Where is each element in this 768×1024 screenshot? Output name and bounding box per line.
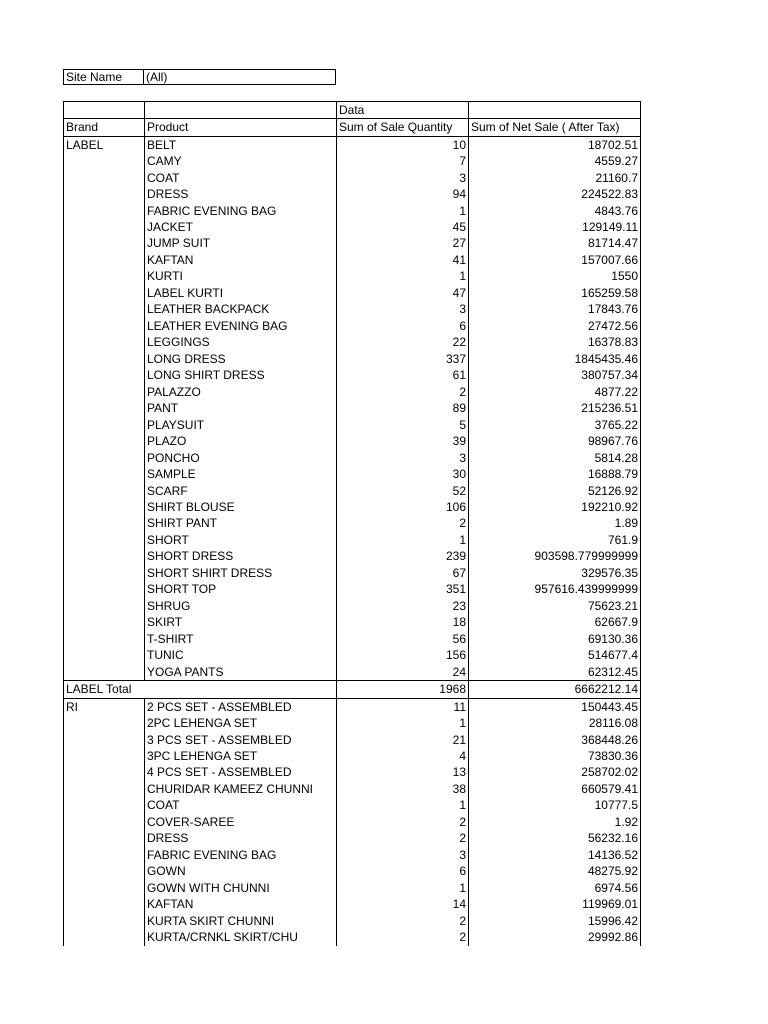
- sale-quantity-cell: 3: [337, 170, 469, 186]
- net-sale-cell: 215236.51: [469, 400, 641, 416]
- net-sale-cell: 48275.92: [469, 864, 641, 880]
- net-sale-cell: 5814.28: [469, 450, 641, 466]
- table-row: [64, 170, 641, 186]
- product-cell: JUMP SUIT: [145, 236, 337, 252]
- table-row: [64, 748, 641, 764]
- table-row: [64, 598, 641, 614]
- sale-quantity-cell: 1: [337, 880, 469, 896]
- sale-quantity-cell: 3: [337, 450, 469, 466]
- product-cell: KURTA/CRNKL SKIRT/CHU: [145, 929, 337, 945]
- filter-value: (All): [146, 70, 168, 84]
- net-sale-cell: 192210.92: [469, 499, 641, 515]
- net-sale-cell: 28116.08: [469, 715, 641, 731]
- data-header-row: [64, 102, 641, 119]
- net-sale-header: Sum of Net Sale ( After Tax): [469, 119, 641, 136]
- sale-quantity-cell: 23: [337, 598, 469, 614]
- sale-quantity-cell: 27: [337, 236, 469, 252]
- table-row: [64, 847, 641, 863]
- product-cell: LEATHER BACKPACK: [145, 302, 337, 318]
- sale-quantity-cell: 47: [337, 285, 469, 301]
- brand-cell: LABEL: [64, 136, 145, 153]
- net-sale-cell: 14136.52: [469, 847, 641, 863]
- table-row: [64, 153, 641, 169]
- product-cell: BELT: [145, 136, 337, 153]
- table-row: [64, 765, 641, 781]
- product-cell: SKIRT: [145, 615, 337, 631]
- net-sale-cell: 1.89: [469, 516, 641, 532]
- net-sale-cell: 16888.79: [469, 466, 641, 482]
- net-sale-cell: 224522.83: [469, 186, 641, 202]
- product-cell: GOWN: [145, 864, 337, 880]
- product-cell: SHIRT PANT: [145, 516, 337, 532]
- net-sale-cell: 21160.7: [469, 170, 641, 186]
- table-row: [64, 203, 641, 219]
- product-cell: KURTA SKIRT CHUNNI: [145, 913, 337, 929]
- net-sale-cell: 81714.47: [469, 236, 641, 252]
- sale-quantity-cell: 30: [337, 466, 469, 482]
- table-row: [64, 565, 641, 581]
- table-row: [64, 798, 641, 814]
- table-row: [64, 499, 641, 515]
- net-sale-cell: 75623.21: [469, 598, 641, 614]
- sale-quantity-cell: 61: [337, 368, 469, 384]
- net-sale-cell: 18702.51: [469, 136, 641, 153]
- net-sale-cell: 1.92: [469, 814, 641, 830]
- product-cell: JACKET: [145, 219, 337, 235]
- product-cell: DRESS: [145, 831, 337, 847]
- net-sale-cell: 56232.16: [469, 831, 641, 847]
- sale-quantity-cell: 14: [337, 897, 469, 913]
- net-sale-cell: 119969.01: [469, 897, 641, 913]
- table-row: [64, 269, 641, 285]
- product-cell: SAMPLE: [145, 466, 337, 482]
- table-row: [64, 864, 641, 880]
- table-row: [64, 318, 641, 334]
- sale-quantity-cell: 2: [337, 929, 469, 945]
- product-cell: FABRIC EVENING BAG: [145, 203, 337, 219]
- net-sale-cell: 29992.86: [469, 929, 641, 945]
- brand-header: Brand: [64, 119, 145, 136]
- table-row: [64, 549, 641, 565]
- product-cell: SHORT SHIRT DRESS: [145, 565, 337, 581]
- net-sale-cell: 4843.76: [469, 203, 641, 219]
- table-row: [64, 814, 641, 830]
- table-row: [64, 664, 641, 681]
- product-cell: SHIRT BLOUSE: [145, 499, 337, 515]
- table-row: [64, 732, 641, 748]
- table-row: [64, 302, 641, 318]
- table-row: [64, 450, 641, 466]
- net-sale-cell: 3765.22: [469, 417, 641, 433]
- net-sale-cell: 6974.56: [469, 880, 641, 896]
- sale-quantity-cell: 41: [337, 252, 469, 268]
- brand-total-label: LABEL Total: [64, 681, 145, 698]
- net-sale-cell: 4877.22: [469, 384, 641, 400]
- product-cell: T-SHIRT: [145, 631, 337, 647]
- table-row: [64, 615, 641, 631]
- product-cell: SHORT: [145, 532, 337, 548]
- column-header-row: [64, 119, 641, 136]
- product-cell: 2 PCS SET - ASSEMBLED: [145, 698, 337, 715]
- product-cell: 3PC LEHENGA SET: [145, 748, 337, 764]
- table-row: [64, 781, 641, 797]
- sale-quantity-cell: 1: [337, 269, 469, 285]
- table-row: [64, 483, 641, 499]
- product-cell: PANT: [145, 400, 337, 416]
- product-cell: YOGA PANTS: [145, 664, 337, 681]
- table-row: [64, 252, 641, 268]
- sale-quantity-cell: 67: [337, 565, 469, 581]
- net-sale-cell: 62667.9: [469, 615, 641, 631]
- table-row: [64, 136, 641, 153]
- sale-quantity-cell: 21: [337, 732, 469, 748]
- sale-quantity-cell: 7: [337, 153, 469, 169]
- net-sale-cell: 69130.36: [469, 631, 641, 647]
- sale-quantity-cell: 45: [337, 219, 469, 235]
- sale-quantity-cell: 22: [337, 335, 469, 351]
- sale-quantity-cell: 24: [337, 664, 469, 681]
- table-row: [64, 186, 641, 202]
- net-sale-cell: 4559.27: [469, 153, 641, 169]
- table-row: [64, 400, 641, 416]
- table-row: [64, 831, 641, 847]
- site-name-filter: [63, 69, 336, 85]
- pivot-table: [63, 101, 641, 946]
- sale-quantity-cell: 1: [337, 715, 469, 731]
- brand-total-row: [64, 681, 641, 698]
- sale-quantity-cell: 5: [337, 417, 469, 433]
- net-sale-cell: 27472.56: [469, 318, 641, 334]
- sale-quantity-cell: 13: [337, 765, 469, 781]
- net-sale-cell: 903598.779999999: [469, 549, 641, 565]
- product-cell: LABEL KURTI: [145, 285, 337, 301]
- sale-quantity-cell: 39: [337, 433, 469, 449]
- sale-quantity-cell: 18: [337, 615, 469, 631]
- net-sale-cell: 150443.45: [469, 698, 641, 715]
- sale-quantity-cell: 2: [337, 814, 469, 830]
- table-row: [64, 647, 641, 663]
- product-cell: SHORT TOP: [145, 582, 337, 598]
- table-row: [64, 913, 641, 929]
- net-sale-cell: 514677.4: [469, 647, 641, 663]
- table-row: [64, 582, 641, 598]
- table-row: [64, 532, 641, 548]
- net-sale-cell: 157007.66: [469, 252, 641, 268]
- total-net-sale-cell: 6662212.14: [469, 681, 641, 698]
- product-cell: SHRUG: [145, 598, 337, 614]
- net-sale-cell: 73830.36: [469, 748, 641, 764]
- net-sale-cell: 16378.83: [469, 335, 641, 351]
- sale-quantity-cell: 337: [337, 351, 469, 367]
- net-sale-cell: 62312.45: [469, 664, 641, 681]
- product-cell: FABRIC EVENING BAG: [145, 847, 337, 863]
- net-sale-cell: 329576.35: [469, 565, 641, 581]
- table-row: [64, 236, 641, 252]
- product-cell: PONCHO: [145, 450, 337, 466]
- sale-quantity-cell: 156: [337, 647, 469, 663]
- product-cell: GOWN WITH CHUNNI: [145, 880, 337, 896]
- sale-quantity-cell: 6: [337, 864, 469, 880]
- product-cell: KAFTAN: [145, 252, 337, 268]
- table-row: [64, 368, 641, 384]
- product-cell: KURTI: [145, 269, 337, 285]
- sale-quantity-cell: 6: [337, 318, 469, 334]
- sale-quantity-cell: 52: [337, 483, 469, 499]
- sale-quantity-cell: 94: [337, 186, 469, 202]
- table-row: [64, 715, 641, 731]
- product-cell: LEGGINGS: [145, 335, 337, 351]
- sale-quantity-cell: 1: [337, 203, 469, 219]
- product-cell: TUNIC: [145, 647, 337, 663]
- table-row: [64, 417, 641, 433]
- sale-quantity-cell: 3: [337, 847, 469, 863]
- sale-quantity-cell: 106: [337, 499, 469, 515]
- product-cell: COAT: [145, 798, 337, 814]
- brand-cell: RI: [64, 698, 145, 715]
- product-cell: SHORT DRESS: [145, 549, 337, 565]
- net-sale-cell: 380757.34: [469, 368, 641, 384]
- product-cell: CHURIDAR KAMEEZ CHUNNI: [145, 781, 337, 797]
- net-sale-cell: 258702.02: [469, 765, 641, 781]
- table-row: [64, 631, 641, 647]
- sale-quantity-cell: 4: [337, 748, 469, 764]
- total-quantity-cell: 1968: [337, 681, 469, 698]
- product-cell: 3 PCS SET - ASSEMBLED: [145, 732, 337, 748]
- sale-quantity-cell: 89: [337, 400, 469, 416]
- product-cell: LEATHER EVENING BAG: [145, 318, 337, 334]
- product-cell: COVER-SAREE: [145, 814, 337, 830]
- table-row: [64, 897, 641, 913]
- product-cell: 4 PCS SET - ASSEMBLED: [145, 765, 337, 781]
- product-cell: COAT: [145, 170, 337, 186]
- sale-quantity-header: Sum of Sale Quantity: [337, 119, 469, 136]
- sale-quantity-cell: 10: [337, 136, 469, 153]
- net-sale-cell: 10777.5: [469, 798, 641, 814]
- sale-quantity-cell: 56: [337, 631, 469, 647]
- sale-quantity-cell: 38: [337, 781, 469, 797]
- sale-quantity-cell: 239: [337, 549, 469, 565]
- sale-quantity-cell: 351: [337, 582, 469, 598]
- net-sale-cell: 1550: [469, 269, 641, 285]
- table-row: [64, 880, 641, 896]
- filter-label: Site Name: [64, 70, 144, 84]
- table-row: [64, 466, 641, 482]
- sale-quantity-cell: 2: [337, 384, 469, 400]
- product-cell: CAMY: [145, 153, 337, 169]
- net-sale-cell: 15996.42: [469, 913, 641, 929]
- product-cell: PALAZZO: [145, 384, 337, 400]
- sale-quantity-cell: 11: [337, 698, 469, 715]
- sale-quantity-cell: 1: [337, 798, 469, 814]
- product-cell: LONG DRESS: [145, 351, 337, 367]
- product-cell: DRESS: [145, 186, 337, 202]
- table-row: [64, 384, 641, 400]
- product-cell: 2PC LEHENGA SET: [145, 715, 337, 731]
- sale-quantity-cell: 2: [337, 913, 469, 929]
- net-sale-cell: 17843.76: [469, 302, 641, 318]
- net-sale-cell: 98967.76: [469, 433, 641, 449]
- net-sale-cell: 165259.58: [469, 285, 641, 301]
- product-header: Product: [145, 119, 337, 136]
- table-row: [64, 516, 641, 532]
- table-row: [64, 433, 641, 449]
- product-cell: PLAYSUIT: [145, 417, 337, 433]
- product-cell: LONG SHIRT DRESS: [145, 368, 337, 384]
- sale-quantity-cell: 3: [337, 302, 469, 318]
- sale-quantity-cell: 2: [337, 831, 469, 847]
- net-sale-cell: 761.9: [469, 532, 641, 548]
- table-row: [64, 351, 641, 367]
- table-row: [64, 219, 641, 235]
- product-cell: PLAZO: [145, 433, 337, 449]
- data-label: Data: [337, 102, 469, 119]
- product-cell: SCARF: [145, 483, 337, 499]
- table-row: [64, 929, 641, 945]
- net-sale-cell: 368448.26: [469, 732, 641, 748]
- sale-quantity-cell: 2: [337, 516, 469, 532]
- product-cell: KAFTAN: [145, 897, 337, 913]
- net-sale-cell: 660579.41: [469, 781, 641, 797]
- table-row: [64, 698, 641, 715]
- table-row: [64, 285, 641, 301]
- net-sale-cell: 52126.92: [469, 483, 641, 499]
- net-sale-cell: 957616.439999999: [469, 582, 641, 598]
- table-row: [64, 335, 641, 351]
- net-sale-cell: 1845435.46: [469, 351, 641, 367]
- net-sale-cell: 129149.11: [469, 219, 641, 235]
- sale-quantity-cell: 1: [337, 532, 469, 548]
